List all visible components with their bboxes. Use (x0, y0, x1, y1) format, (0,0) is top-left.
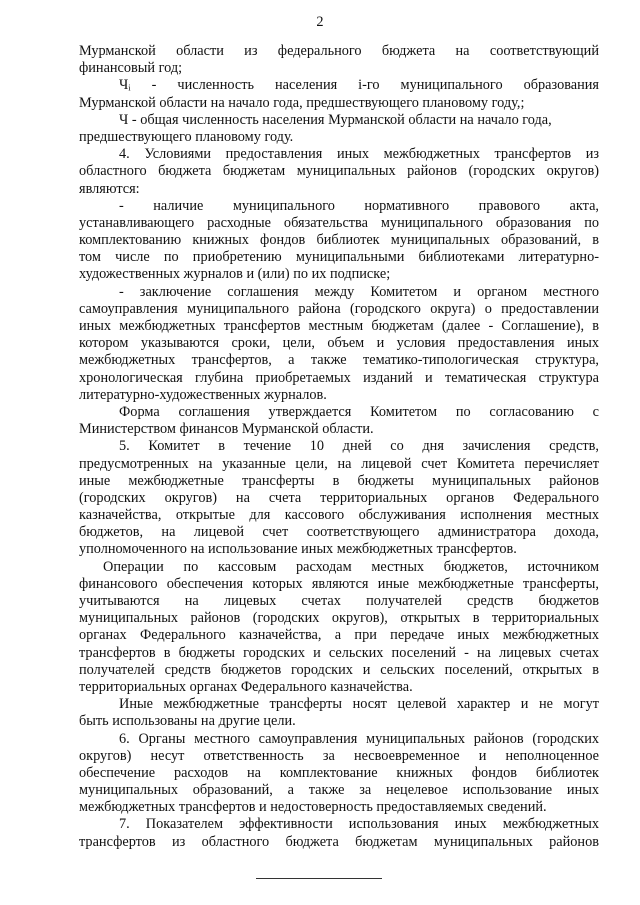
text-line: 4. Условиями предоставления иных межбюджетных трансфертов из (119, 146, 599, 163)
text-line: (городских округов) на счета территориальных органов Федерального (79, 489, 599, 506)
text-line: 7. Показателем эффективности использования иных межбюджетных (119, 816, 599, 833)
text-line: иные межбюджетные трансферты в бюджеты муниципальных районов (79, 472, 599, 489)
text-line: иных межбюджетных трансфертов местным бюджетам (далее - Соглашение), в (79, 318, 599, 334)
page-number: 2 (316, 14, 324, 30)
text-line: финансового обеспечения которых являются иные межбюджетные трансферты, (79, 575, 599, 592)
text-line: Мурманской области на начало года, предшествующего плановому году,; (79, 94, 525, 111)
text-line: комплектованию книжных фондов библиотек муниципальных образований, в (79, 232, 599, 249)
text-line: хронологическая глубина приобретаемых изданий и тематическая структура (79, 369, 599, 386)
text-line: органах Федерального казначейства, а при передаче иных межбюджетных (79, 627, 599, 644)
text-line: муниципальных районов (городских округов), открытых в территориальных (79, 610, 599, 627)
text-line: трансфертов из областного бюджета бюджетам муниципальных районов (79, 833, 599, 850)
text-line: устанавливающего расходные обязательства муниципального образования по (79, 214, 599, 231)
document-body (79, 43, 599, 851)
text-line: Министерством финансов Мурманской области. (79, 421, 374, 438)
text-line: казначейства, открытые для кассового обслуживания исполнения местных (79, 507, 599, 524)
text-line: областного бюджета бюджетам муниципальных районов (городских округов) (79, 163, 599, 180)
text-line: самоуправления муниципального района (городского округа) о предоставлении (79, 300, 599, 317)
text-line: учитываются на лицевых счетах получателей средств бюджетов (79, 593, 599, 609)
text-line: предусмотренных на указанные цели, на лицевой счет Комитета перечисляет (79, 455, 599, 472)
text-line: художественных журналов и (или) по их подписке; (79, 266, 391, 283)
text-line: 5. Комитет в течение 10 дней со дня зачисления средств, (119, 438, 599, 455)
text-line: предшествующего плановому году. (79, 128, 294, 145)
text-line: межбюджетных трансфертов, а также тематико-типологическая структура, (79, 352, 599, 369)
text-line: округов) несут ответственность за несвоевременное и неполноценное (79, 747, 599, 764)
text-line: являются: (79, 180, 140, 197)
text-line: межбюджетных трансфертов и недостоверность предоставляемых сведений. (79, 799, 547, 816)
text-line: Чᵢ - численность населения i-го муниципального образования (119, 77, 599, 94)
text-line: быть использованы на другие цели. (79, 713, 296, 730)
text-line: котором указываются сроки, цели, объем и условия предоставления иных (79, 335, 599, 352)
text-line: Ч - общая численность населения Мурманской области на начало года, (119, 111, 552, 128)
footer-rule (256, 878, 382, 879)
text-line: трансфертов в бюджеты городских и сельских поселений - на лицевых счетах (79, 644, 599, 661)
text-line: бюджетов, на лицевой счет соответствующего администратора дохода, (79, 524, 599, 541)
text-line: обеспечение расходов на комплектование книжных фондов библиотек (79, 764, 599, 781)
text-line: Операции по кассовым расходам местных бюджетов, источником (103, 558, 599, 575)
text-line: Форма соглашения утверждается Комитетом по согласованию с (119, 403, 599, 420)
text-line: финансовый год; (79, 60, 183, 77)
text-line: том числе по приобретению муниципальными библиотеками литературно- (79, 249, 599, 266)
text-line: Иные межбюджетные трансферты носят целевой характер и не могут (119, 696, 599, 713)
text-line: литературно-художественных журналов. (79, 386, 327, 403)
text-line: Мурманской области из федерального бюджета на соответствующий (79, 43, 599, 59)
text-line: - наличие муниципального нормативного правового акта, (119, 197, 599, 214)
text-line: - заключение соглашения между Комитетом и органом местного (119, 283, 599, 300)
text-line: получателей средств бюджетов городских и сельских поселений, открытых в (79, 661, 599, 678)
text-line: муниципальных образований, а также за нецелевое использование иных (79, 782, 599, 799)
text-line: территориальных органах Федерального казначейства. (79, 678, 413, 695)
text-line: 6. Органы местного самоуправления муниципальных районов (городских (119, 730, 599, 747)
text-line: уполномоченного на использование иных межбюджетных трансфертов. (79, 541, 517, 558)
